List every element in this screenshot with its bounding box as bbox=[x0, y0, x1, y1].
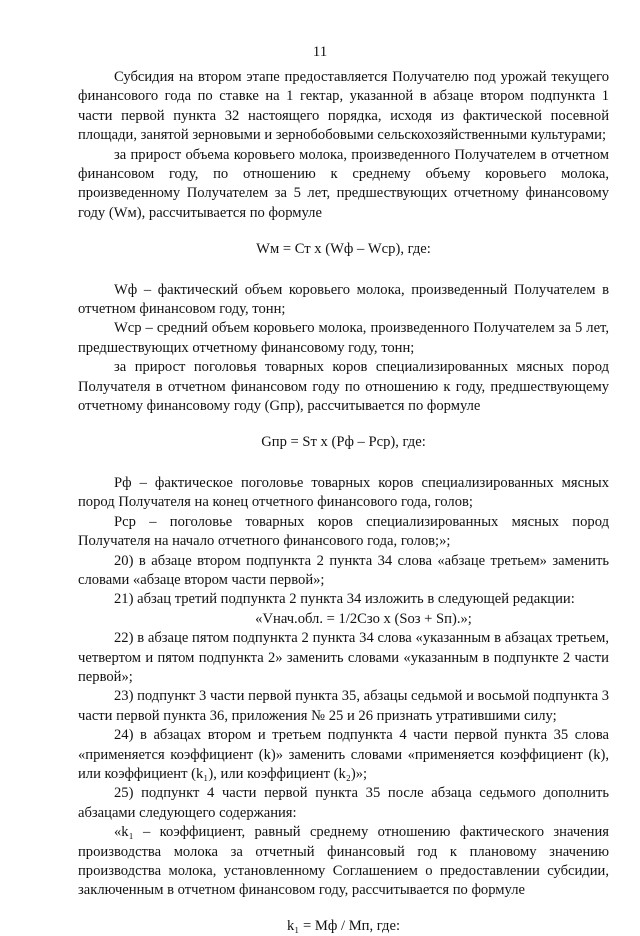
page-number: 11 bbox=[312, 44, 328, 60]
paragraph-subsidy-second-stage: Субсидия на втором этапе предоставляется Получателю под урожай текущего финансового года по ставке на 1 гектар, указанной в абзаце втором подпункта 1 части первой пункта 32 настоящего порядка, исходя из фактической посевной площади, занятой зерновыми и зернобобовыми сельскохозяйственными культурами; bbox=[78, 69, 609, 144]
paragraph-rf-definition: Рф – фактическое поголовье товарных коров специализированных мясных пород Получателя на конец отчетного финансового года, голов; bbox=[78, 474, 609, 511]
formula-wm: Wм = Ст х (Wф – Wср), где: bbox=[256, 241, 431, 258]
paragraph-cattle-growth: за прирост поголовья товарных коров специализированных мясных пород Получателя в отчетном финансовом году по отношению к году, предшествующему отчетному финансовому году (Gпр), рассчитывается по формуле bbox=[78, 359, 609, 415]
paragraph-rsr-definition: Рср – поголовье товарных коров специализированных мясных пород Получателя на начало отчетного финансового года, голов;»; bbox=[78, 513, 609, 550]
formula-k1: k₁ = Мф / Мп, где: bbox=[287, 917, 400, 934]
paragraph-item-25: 25) подпункт 4 части первой пункта 35 после абзаца седьмого дополнить абзацами следующего содержания: bbox=[78, 785, 609, 821]
paragraph-item-24: 24) в абзацах втором и третьем подпункта 4 части первой пункта 35 слова «применяется коэффициент (k)» заменить словами «применяется коэффициент (k), или коэффициент (k₁), или коэффициент (k₂)»; bbox=[78, 727, 609, 782]
paragraph-item-21: 21) абзац третий подпункта 2 пункта 34 изложить в следующей редакции: bbox=[114, 591, 575, 608]
paragraph-milk-growth: за прирост объема коровьего молока, произведенного Получателем в отчетном финансовом году, по отношению к среднему объему коровьего молока, произведенному Получателем за 5 лет, предшествующих отчетному финансовому году (Wм), рассчитывается по формуле bbox=[78, 146, 609, 221]
paragraph-item-23: 23) подпункт 3 части первой пункта 35, абзацы седьмой и восьмой подпункта 3 части первой пункта 36, приложения № 25 и 26 признать утратившими силу; bbox=[78, 688, 610, 724]
paragraph-k1-definition: «k₁ – коэффициент, равный среднему отношению фактического значения производства молока за отчетный финансовый год к плановому значению производства молока, установленному Соглашением о предоставлении субсидии, заключенным в отчетном финансовом году, рассчитывается по формуле bbox=[78, 824, 609, 899]
paragraph-wf-definition: Wф – фактический объем коровьего молока, произведенный Получателем в отчетном финансовом году, тонн; bbox=[78, 281, 609, 318]
paragraph-item-22: 22) в абзаце пятом подпункта 2 пункта 34 слова «указанным в абзацах третьем, четвертом и пятом подпункта 2» заменить словами «указанным в подпункте 2 части первой»; bbox=[78, 630, 609, 685]
paragraph-item-20: 20) в абзаце втором подпункта 2 пункта 34 слова «абзаце третьем» заменить словами «абзаце втором части первой»; bbox=[78, 552, 609, 588]
document-body bbox=[78, 68, 609, 936]
formula-vnach: «Vнач.обл. = 1/2Сзо х (Sоз + Sп).»; bbox=[255, 610, 472, 627]
paragraph-wsr-definition: Wср – средний объем коровьего молока, произведенного Получателем за 5 лет, предшествующих отчетному финансовому году, тонн; bbox=[78, 320, 609, 356]
formula-gpr: Gпр = Sт х (Рф – Рср), где: bbox=[261, 433, 426, 450]
